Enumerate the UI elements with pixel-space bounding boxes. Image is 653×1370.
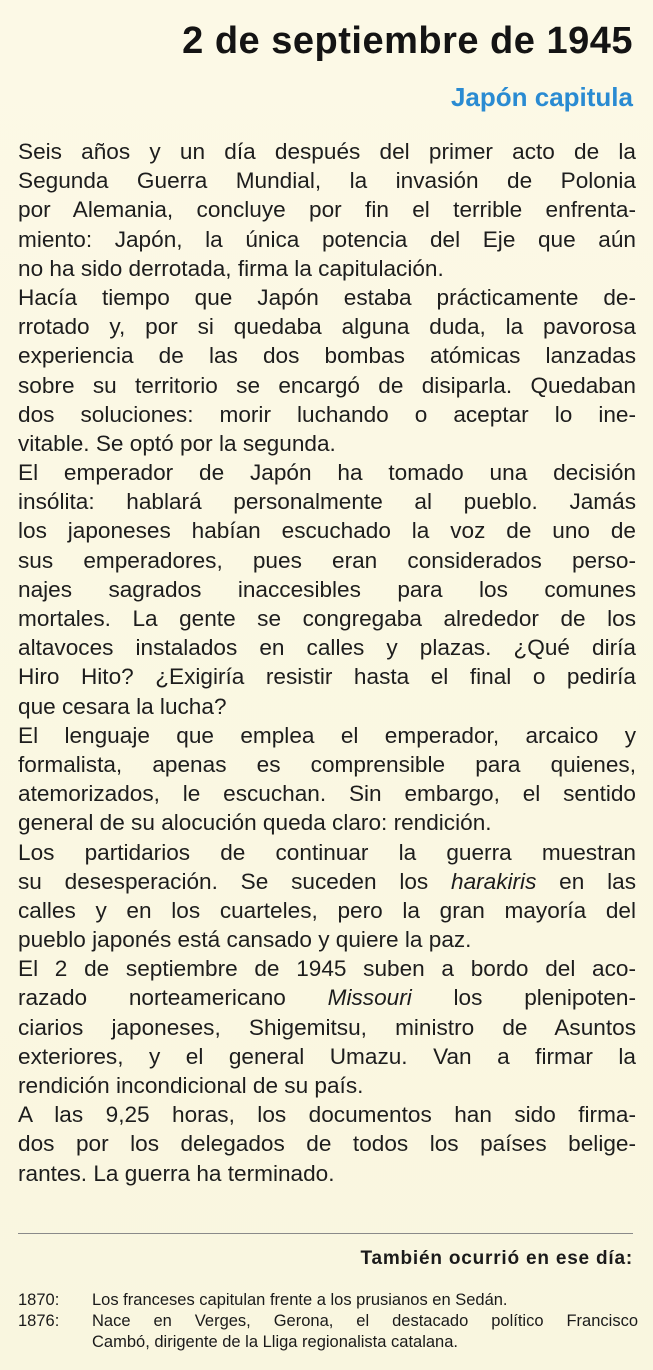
article-line: Seis años y un día después del primer acto de la — [18, 139, 636, 164]
article-line: El lenguaje que emplea el emperador, arcaico y — [18, 722, 636, 748]
article-line: mortales. La gente se congregaba alrededor de los — [18, 606, 636, 631]
article-line: sus emperadores, pues eran considerados perso- — [18, 547, 636, 573]
article-line: El 2 de septiembre de 1945 suben a bordo del aco- — [18, 956, 636, 982]
article-line: que cesara la lucha? — [18, 693, 227, 719]
article-line: por Alemania, concluye por fin el terrible enfrenta- — [18, 197, 636, 223]
article-line: sobre su territorio se encargó de disiparla. Quedaban — [18, 372, 636, 398]
event-line: Los franceses capitulan frente a los prusianos en Sedán. — [92, 1291, 508, 1309]
article-line: razado norteamericano Missouri los plenipoten- — [18, 985, 636, 1011]
article-line: los japoneses habían escuchado la voz de uno de — [18, 518, 636, 544]
article-line: Los partidarios de continuar la guerra muestran — [18, 839, 636, 865]
article-line: El emperador de Japón ha tomado una decisión — [18, 460, 636, 486]
article-line: Hiro Hito? ¿Exigiría resistir hasta el final o pediría — [18, 664, 636, 690]
event-description — [92, 1290, 638, 1311]
event-year: 1870: — [18, 1291, 60, 1309]
article-subtitle: Japón capitula — [450, 82, 633, 112]
article-line: rantes. La guerra ha terminado. — [18, 1160, 335, 1186]
event-line: Nace en Verges, Gerona, el destacado político Francisco — [92, 1312, 638, 1330]
article-line: pueblo japonés está cansado y quiere la paz. — [18, 927, 472, 953]
event-year: 1876: — [18, 1312, 60, 1330]
italic-term: Missouri — [327, 985, 412, 1011]
event-description — [92, 1311, 638, 1353]
article-line: ciarios japoneses, Shigemitsu, ministro de Asuntos — [18, 1014, 636, 1040]
article-line: su desesperación. Se suceden los harakiris en las — [18, 868, 636, 894]
also-happened-heading: También ocurrió en ese día: — [360, 1248, 633, 1269]
article-date-title: 2 de septiembre de 1945 — [182, 20, 633, 62]
article-body — [18, 137, 636, 1188]
article-line: najes sagrados inaccesibles para los comunes — [18, 576, 636, 602]
article-line: rendición incondicional de su país. — [18, 1073, 364, 1098]
article-line: vitable. Se optó por la segunda. — [18, 430, 336, 456]
event-item — [18, 1290, 638, 1311]
event-item — [18, 1311, 638, 1353]
article-line: exteriores, y el general Umazu. Van a firmar la — [18, 1043, 636, 1069]
article-line: atemorizados, le escuchan. Sin embargo, el sentido — [18, 781, 636, 807]
article-line: no ha sido derrotada, firma la capitulación. — [18, 255, 444, 281]
article-line: dos por los delegados de todos los países belige- — [18, 1131, 636, 1157]
article-line: altavoces instalados en calles y plazas. ¿Qué diría — [18, 635, 636, 661]
article-line: miento: Japón, la única potencia del Eje que aún — [18, 226, 636, 252]
article-line: calles y en los cuarteles, pero la gran mayoría del — [18, 897, 636, 923]
article-line: Segunda Guerra Mundial, la invasión de Polonia — [18, 168, 636, 194]
italic-term: harakiris — [451, 868, 537, 894]
article-line: dos soluciones: morir luchando o aceptar lo ine- — [18, 401, 636, 427]
article-line: Hacía tiempo que Japón estaba prácticamente de- — [18, 284, 636, 310]
section-divider — [18, 1233, 633, 1234]
article-line: rrotado y, por si quedaba alguna duda, la pavorosa — [18, 314, 636, 340]
event-line: Cambó, dirigente de la Lliga regionalista catalana. — [92, 1333, 458, 1351]
article-line: formalista, apenas es comprensible para quienes, — [18, 751, 636, 777]
article-line: A las 9,25 horas, los documentos han sido firma- — [18, 1102, 636, 1128]
article-line: insólita: hablará personalmente al pueblo. Jamás — [18, 489, 636, 515]
article-line: general de su alocución queda claro: rendición. — [18, 810, 492, 836]
events-list — [18, 1290, 638, 1353]
article-line: experiencia de las dos bombas atómicas lanzadas — [18, 343, 636, 369]
